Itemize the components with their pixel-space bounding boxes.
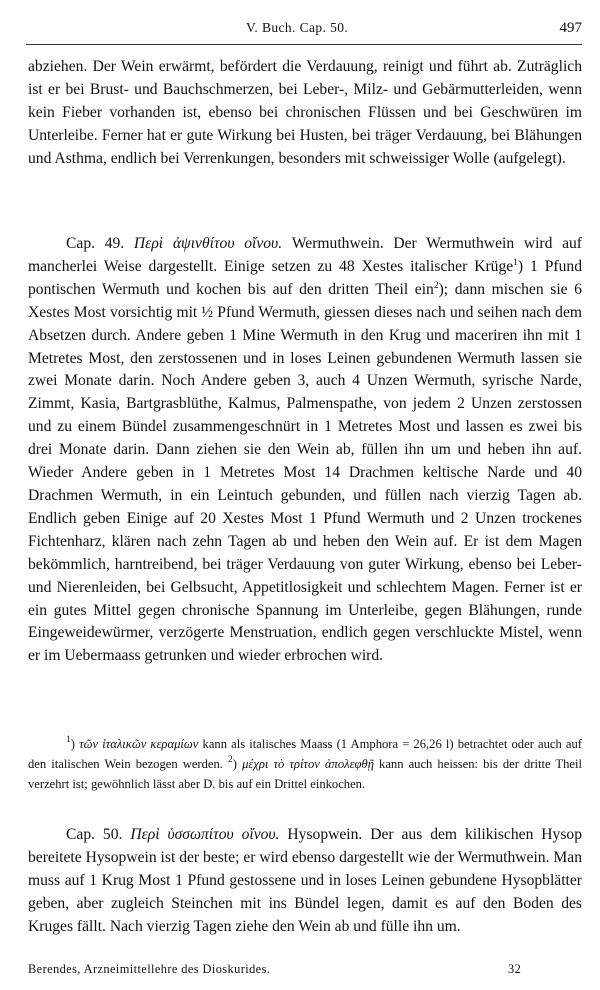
footnote-1-text: kann als italisches Maass (1 Amphora = 26,26 l) betrachtet oder auch auf den italischen Wein bezogen werden. [28,737,582,771]
footnote-2-greek: μέχρι τὸ τρίτον ἀπολεφθῇ [242,756,374,771]
footer-book-title: Berendes, Arzneimittellehre des Dioskurides. [28,962,271,976]
footnote-1-greek: τῶν ἰταλικῶν κεραμίων [79,737,199,751]
running-head-title: V. Buch. Cap. 50. [246,20,349,35]
footnote-1-mark: 1 [66,735,71,745]
chapter-49-greek-title: Περὶ ἀψινθίτου οἴνου. [133,235,283,252]
chapter-50-paragraph [28,824,582,939]
chapter-49-text-a: Der Wermuthwein wird auf mancherlei Weise dargestellt. Einige setzen zu 48 Xestes italischer Krüge [28,235,583,275]
page-number: 497 [559,20,582,36]
chapter-50-title: Hysopwein. [287,826,363,843]
chapter-50-text: Der aus dem kilikischen Hysop bereitete Hysopwein ist der beste; er wird ebenso dargestellt wie der Wermuthwein. Man muss auf 1 Krug Most 1 Pfund gestossene und in loses Leinen gebundene Hysopblätter geben, aber zugleich Steinchen mit ins Bündel legen, damit es auf den Boden des Kruges fällt. Nach vierzig Tagen ziehe den Wein ab und fülle ihn um. [28,826,582,935]
chapter-49-text-b: ) 1 Pfund pontischen Wermuth und kochen bis auf den dritten Theil ein [28,257,582,298]
chapter-50-section [28,824,582,939]
continued-paragraph [28,56,582,171]
header-rule [26,44,582,45]
chapter-49-text-c: ); dann mischen sie 6 Xestes Most vorsichtig mit ½ Pfund Wermuth, giessen dieses nach und seihen nach dem Absetzen durch. Andere geben 1 Mine Wermuth in den Krug und maceriren ihn mit 1 Metretes Most, den zerstossenen und in loses Leinen gebundenen Wermuth lassen sie zwei Monate darin. Noch Andere geben 3, auch 4 Unzen Wermuth, syrische Narde, Zimmt, Kasia, Bartgrasblüthe, Kalmus, Palmenspathe, von jedem 2 Unzen zerstossen und zu einem Bündel zusammengeschnürt in 1 Metretes Most und lassen es zwei bis drei Monate darin. Dann ziehen sie den Wein ab, füllen ihn um und heben ihn auf. Wieder Andere geben in 1 Metretes Most 14 Drachmen keltische Narde und 40 Drachmen Wermuth, in ein Leintuch gebunden, und füllen nach vierzig Tagen ab. Endlich geben Einige auf 20 Xestes Most 1 Pfund Wermuth und 2 Unzen trockenes Fichtenharz, klären nach zehn Tagen ab und heben den Wein auf. Er ist dem Magen bekömmlich, harntreibend, bei träger Verdauung von guter Wirkung, ebenso bei Leber- und Nierenleiden, bei Gelbsucht, Appetitlosigkeit und schlechtem Magen. Ferner ist er ein gutes Mittel gegen chronische Spannung im Unterleibe, gegen Blähungen, runde Eingeweidewürmer, verzögerte Menstruation, endlich gegen verschluckte Mistel, wenn er im Uebermaass getrunken und wieder erbrochen wird. [28,280,582,665]
footer-signature-mark: 32 [508,962,522,976]
chapter-49-title: Wermuthwein. [291,235,384,252]
chapter-49-section [28,233,582,668]
paragraph-text: abziehen. Der Wein erwärmt, befördert die Verdauung, reinigt und führt ab. Zuträglich ist er bei Brust- und Bauchschmerzen, bei Leber-, Milz- und Gebärmutterleiden, wenn kein Fieber vorhanden ist, ebenso bei chronischen Flüssen und bei Geschwüren im Unterleibe. Ferner hat er gute Wirkung bei Husten, bei träger Verdauung, bei Blähungen und Asthma, endlich bei Verrenkungen, besonders mit schweissiger Wolle (aufgelegt). [28,58,582,167]
page-footer [28,962,582,980]
footnote-2-mark: 2 [228,754,233,765]
footnote-ref-2: 2 [433,280,439,291]
chapter-49-paragraph [28,233,582,668]
chapter-49-label: Cap. 49. [66,235,125,252]
footnote-ref-1: 1 [513,257,518,268]
footnotes: $^1$) τῶν ἰταλικῶν κεραμίων kann als italisches Maass (1 Amphora = 26,26 l) betrachtet oder auch auf den italischen Wein bezogen werden. $^2$) μέχρι τὸ τρίτον ἀπολεφθῇ kann auch heissen: bis der dritte Theil verzehrt ist; gewöhnlich lässt aber D. bis auf ein Drittel einkochen. [28,735,583,791]
chapter-50-label: Cap. 50. [66,826,123,843]
running-header [28,14,582,38]
chapter-50-greek-title: Περὶ ὑσσωπίτου οἴνου. [130,826,280,843]
footnote-2-text: kann auch heissen: bis der dritte Theil verzehrt ist; gewöhnlich lässt aber D. bis auf ein Drittel einkochen. [28,756,583,791]
